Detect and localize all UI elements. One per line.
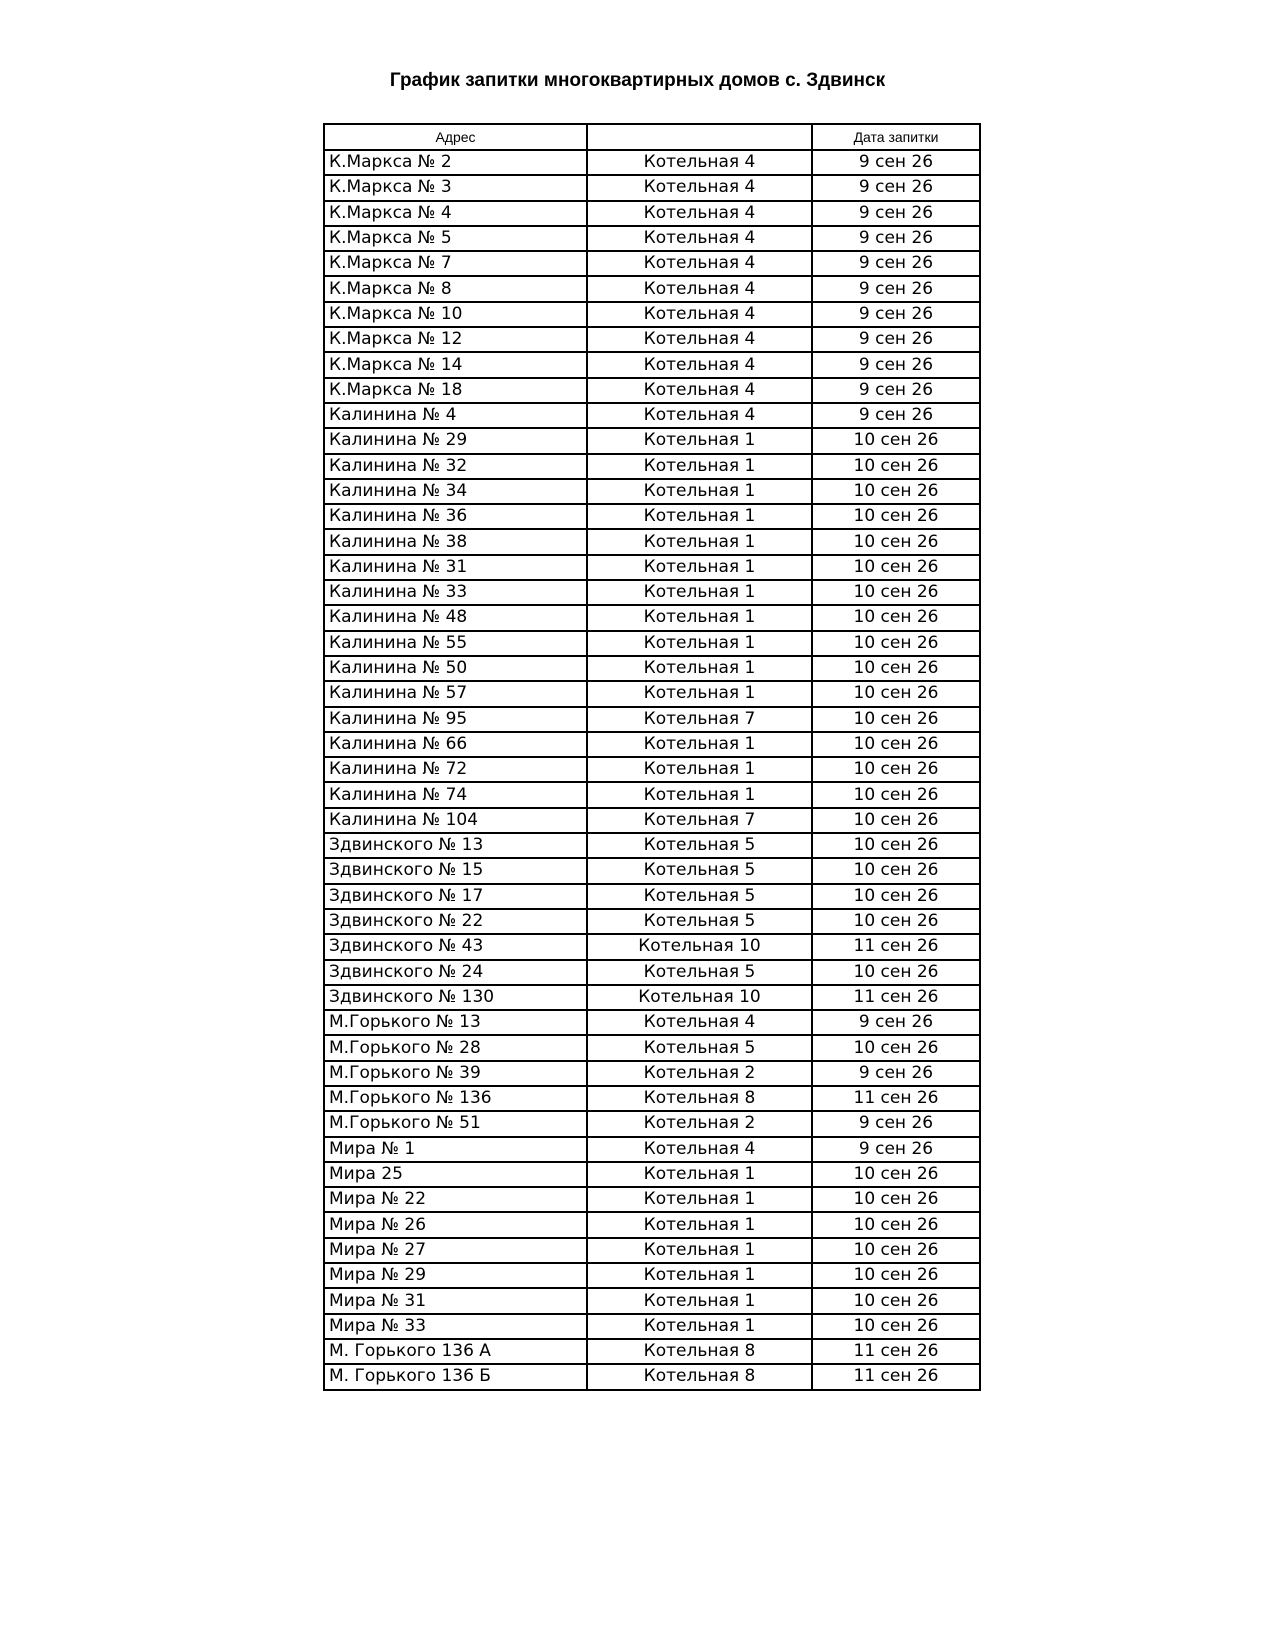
cell-address: Здвинского № 43 (324, 934, 587, 959)
cell-date: 10 сен 26 (812, 529, 980, 554)
table-row (324, 681, 980, 706)
cell-address: М.Горького № 13 (324, 1010, 587, 1035)
table-row (324, 1288, 980, 1313)
cell-date: 9 сен 26 (812, 352, 980, 377)
table-row (324, 504, 980, 529)
cell-address: М. Горького 136 А (324, 1339, 587, 1364)
cell-boiler: Котельная 5 (587, 1035, 812, 1060)
cell-address: Здвинского № 13 (324, 833, 587, 858)
cell-date: 9 сен 26 (812, 226, 980, 251)
table-row (324, 201, 980, 226)
cell-date: 9 сен 26 (812, 302, 980, 327)
cell-boiler: Котельная 1 (587, 605, 812, 630)
cell-date: 11 сен 26 (812, 985, 980, 1010)
cell-date: 9 сен 26 (812, 327, 980, 352)
table-row (324, 226, 980, 251)
cell-date: 9 сен 26 (812, 201, 980, 226)
cell-boiler: Котельная 1 (587, 1212, 812, 1237)
table-row (324, 1364, 980, 1389)
cell-boiler: Котельная 4 (587, 175, 812, 200)
cell-address: Калинина № 34 (324, 479, 587, 504)
page-title: График запитки многоквартирных домов с. Здвинск (389, 70, 886, 91)
cell-date: 10 сен 26 (812, 1288, 980, 1313)
table-row (324, 985, 980, 1010)
cell-boiler: Котельная 4 (587, 251, 812, 276)
cell-boiler: Котельная 2 (587, 1111, 812, 1136)
cell-date: 10 сен 26 (812, 1162, 980, 1187)
cell-address: К.Маркса № 3 (324, 175, 587, 200)
cell-address: М.Горького № 39 (324, 1061, 587, 1086)
cell-date: 10 сен 26 (812, 808, 980, 833)
cell-address: Калинина № 33 (324, 580, 587, 605)
cell-date: 10 сен 26 (812, 960, 980, 985)
table-header (324, 124, 980, 150)
cell-date: 10 сен 26 (812, 428, 980, 453)
cell-boiler: Котельная 5 (587, 833, 812, 858)
table-row (324, 352, 980, 377)
cell-address: Калинина № 74 (324, 782, 587, 807)
cell-date: 10 сен 26 (812, 555, 980, 580)
cell-address: Калинина № 50 (324, 656, 587, 681)
table-row (324, 960, 980, 985)
cell-address: К.Маркса № 18 (324, 378, 587, 403)
cell-boiler: Котельная 4 (587, 352, 812, 377)
cell-boiler: Котельная 8 (587, 1086, 812, 1111)
cell-address: Калинина № 66 (324, 732, 587, 757)
cell-address: Здвинского № 15 (324, 858, 587, 883)
cell-address: Здвинского № 24 (324, 960, 587, 985)
cell-boiler: Котельная 4 (587, 378, 812, 403)
cell-address: Мира № 22 (324, 1187, 587, 1212)
cell-date: 10 сен 26 (812, 1212, 980, 1237)
cell-date: 10 сен 26 (812, 681, 980, 706)
cell-date: 11 сен 26 (812, 1364, 980, 1389)
cell-address: Калинина № 4 (324, 403, 587, 428)
cell-address: К.Маркса № 4 (324, 201, 587, 226)
cell-date: 10 сен 26 (812, 1035, 980, 1060)
cell-boiler: Котельная 4 (587, 302, 812, 327)
cell-date: 9 сен 26 (812, 175, 980, 200)
cell-address: М.Горького № 51 (324, 1111, 587, 1136)
cell-date: 10 сен 26 (812, 1187, 980, 1212)
cell-address: Калинина № 38 (324, 529, 587, 554)
cell-address: Калинина № 57 (324, 681, 587, 706)
cell-address: Мира № 29 (324, 1263, 587, 1288)
cell-boiler: Котельная 1 (587, 757, 812, 782)
cell-address: Калинина № 32 (324, 454, 587, 479)
table-row (324, 757, 980, 782)
cell-date: 10 сен 26 (812, 479, 980, 504)
cell-boiler: Котельная 1 (587, 1162, 812, 1187)
cell-boiler: Котельная 1 (587, 454, 812, 479)
cell-date: 9 сен 26 (812, 276, 980, 301)
cell-address: Калинина № 55 (324, 631, 587, 656)
cell-address: Калинина № 48 (324, 605, 587, 630)
table-row (324, 656, 980, 681)
cell-boiler: Котельная 4 (587, 226, 812, 251)
cell-boiler: Котельная 1 (587, 1288, 812, 1313)
table-row (324, 555, 980, 580)
cell-date: 10 сен 26 (812, 833, 980, 858)
cell-date: 10 сен 26 (812, 605, 980, 630)
cell-date: 9 сен 26 (812, 1010, 980, 1035)
cell-date: 9 сен 26 (812, 251, 980, 276)
table-row (324, 782, 980, 807)
table-row (324, 276, 980, 301)
table-row (324, 732, 980, 757)
header-date: Дата запитки (812, 124, 980, 150)
cell-boiler: Котельная 4 (587, 201, 812, 226)
cell-date: 10 сен 26 (812, 656, 980, 681)
cell-date: 10 сен 26 (812, 757, 980, 782)
cell-address: Мира № 31 (324, 1288, 587, 1313)
cell-address: К.Маркса № 14 (324, 352, 587, 377)
cell-date: 10 сен 26 (812, 858, 980, 883)
cell-boiler: Котельная 1 (587, 555, 812, 580)
cell-address: Калинина № 95 (324, 707, 587, 732)
cell-address: Мира № 1 (324, 1137, 587, 1162)
table-row (324, 909, 980, 934)
cell-address: Калинина № 72 (324, 757, 587, 782)
cell-boiler: Котельная 1 (587, 479, 812, 504)
cell-boiler: Котельная 4 (587, 1010, 812, 1035)
cell-boiler: Котельная 1 (587, 1263, 812, 1288)
cell-boiler: Котельная 10 (587, 934, 812, 959)
cell-boiler: Котельная 1 (587, 1314, 812, 1339)
cell-boiler: Котельная 4 (587, 327, 812, 352)
cell-date: 10 сен 26 (812, 884, 980, 909)
cell-boiler: Котельная 1 (587, 681, 812, 706)
table-row (324, 251, 980, 276)
cell-address: Калинина № 36 (324, 504, 587, 529)
cell-date: 9 сен 26 (812, 378, 980, 403)
table-row (324, 1238, 980, 1263)
cell-address: Калинина № 104 (324, 808, 587, 833)
header-boiler (587, 124, 812, 150)
header-address: Адрес (324, 124, 587, 150)
cell-boiler: Котельная 1 (587, 504, 812, 529)
table-row (324, 378, 980, 403)
table-row (324, 884, 980, 909)
cell-boiler: Котельная 4 (587, 276, 812, 301)
table-row (324, 1061, 980, 1086)
cell-boiler: Котельная 4 (587, 403, 812, 428)
table-row (324, 580, 980, 605)
table-row (324, 934, 980, 959)
cell-date: 9 сен 26 (812, 1111, 980, 1136)
cell-address: Мира 25 (324, 1162, 587, 1187)
cell-date: 10 сен 26 (812, 707, 980, 732)
cell-address: К.Маркса № 10 (324, 302, 587, 327)
table-row (324, 605, 980, 630)
table-row (324, 403, 980, 428)
cell-date: 10 сен 26 (812, 1263, 980, 1288)
table-row (324, 175, 980, 200)
cell-address: Мира № 33 (324, 1314, 587, 1339)
table-row (324, 707, 980, 732)
schedule-table (323, 123, 981, 1391)
cell-boiler: Котельная 1 (587, 782, 812, 807)
cell-address: Мира № 27 (324, 1238, 587, 1263)
cell-date: 11 сен 26 (812, 934, 980, 959)
table-row (324, 302, 980, 327)
cell-boiler: Котельная 5 (587, 960, 812, 985)
cell-address: Здвинского № 130 (324, 985, 587, 1010)
cell-address: К.Маркса № 2 (324, 150, 587, 175)
cell-address: К.Маркса № 5 (324, 226, 587, 251)
cell-address: Здвинского № 22 (324, 909, 587, 934)
table-row (324, 454, 980, 479)
cell-date: 10 сен 26 (812, 782, 980, 807)
table-row (324, 479, 980, 504)
table-body (324, 150, 980, 1390)
cell-date: 10 сен 26 (812, 909, 980, 934)
cell-boiler: Котельная 1 (587, 428, 812, 453)
table-row (324, 1035, 980, 1060)
table-row (324, 1137, 980, 1162)
table-row (324, 833, 980, 858)
cell-boiler: Котельная 1 (587, 732, 812, 757)
cell-address: К.Маркса № 8 (324, 276, 587, 301)
table-row (324, 858, 980, 883)
table-row (324, 1086, 980, 1111)
header-row (324, 124, 980, 150)
cell-address: М.Горького № 28 (324, 1035, 587, 1060)
cell-boiler: Котельная 4 (587, 1137, 812, 1162)
cell-address: Калинина № 29 (324, 428, 587, 453)
table-row (324, 631, 980, 656)
cell-address: М.Горького № 136 (324, 1086, 587, 1111)
cell-address: Здвинского № 17 (324, 884, 587, 909)
cell-boiler: Котельная 8 (587, 1364, 812, 1389)
table-row (324, 808, 980, 833)
cell-boiler: Котельная 5 (587, 884, 812, 909)
cell-date: 11 сен 26 (812, 1339, 980, 1364)
cell-boiler: Котельная 7 (587, 808, 812, 833)
cell-boiler: Котельная 8 (587, 1339, 812, 1364)
cell-boiler: Котельная 4 (587, 150, 812, 175)
cell-boiler: Котельная 1 (587, 529, 812, 554)
cell-boiler: Котельная 1 (587, 1238, 812, 1263)
table-row (324, 150, 980, 175)
cell-date: 10 сен 26 (812, 580, 980, 605)
cell-boiler: Котельная 1 (587, 656, 812, 681)
table-row (324, 327, 980, 352)
cell-address: М. Горького 136 Б (324, 1364, 587, 1389)
cell-boiler: Котельная 1 (587, 1187, 812, 1212)
cell-boiler: Котельная 7 (587, 707, 812, 732)
cell-boiler: Котельная 5 (587, 909, 812, 934)
cell-address: Калинина № 31 (324, 555, 587, 580)
cell-boiler: Котельная 2 (587, 1061, 812, 1086)
cell-date: 9 сен 26 (812, 1137, 980, 1162)
table-row (324, 1187, 980, 1212)
cell-date: 9 сен 26 (812, 150, 980, 175)
cell-date: 11 сен 26 (812, 1086, 980, 1111)
cell-date: 10 сен 26 (812, 504, 980, 529)
table-row (324, 1339, 980, 1364)
cell-date: 9 сен 26 (812, 403, 980, 428)
table-row (324, 1111, 980, 1136)
table-row (324, 1263, 980, 1288)
cell-boiler: Котельная 1 (587, 580, 812, 605)
cell-date: 10 сен 26 (812, 732, 980, 757)
cell-date: 10 сен 26 (812, 454, 980, 479)
cell-boiler: Котельная 10 (587, 985, 812, 1010)
table-row (324, 428, 980, 453)
table-row (324, 1010, 980, 1035)
cell-boiler: Котельная 1 (587, 631, 812, 656)
cell-date: 10 сен 26 (812, 631, 980, 656)
cell-address: К.Маркса № 7 (324, 251, 587, 276)
table-row (324, 529, 980, 554)
table-row (324, 1212, 980, 1237)
cell-date: 10 сен 26 (812, 1238, 980, 1263)
cell-date: 9 сен 26 (812, 1061, 980, 1086)
cell-boiler: Котельная 5 (587, 858, 812, 883)
cell-address: К.Маркса № 12 (324, 327, 587, 352)
table-row (324, 1162, 980, 1187)
cell-date: 10 сен 26 (812, 1314, 980, 1339)
table-row (324, 1314, 980, 1339)
cell-address: Мира № 26 (324, 1212, 587, 1237)
